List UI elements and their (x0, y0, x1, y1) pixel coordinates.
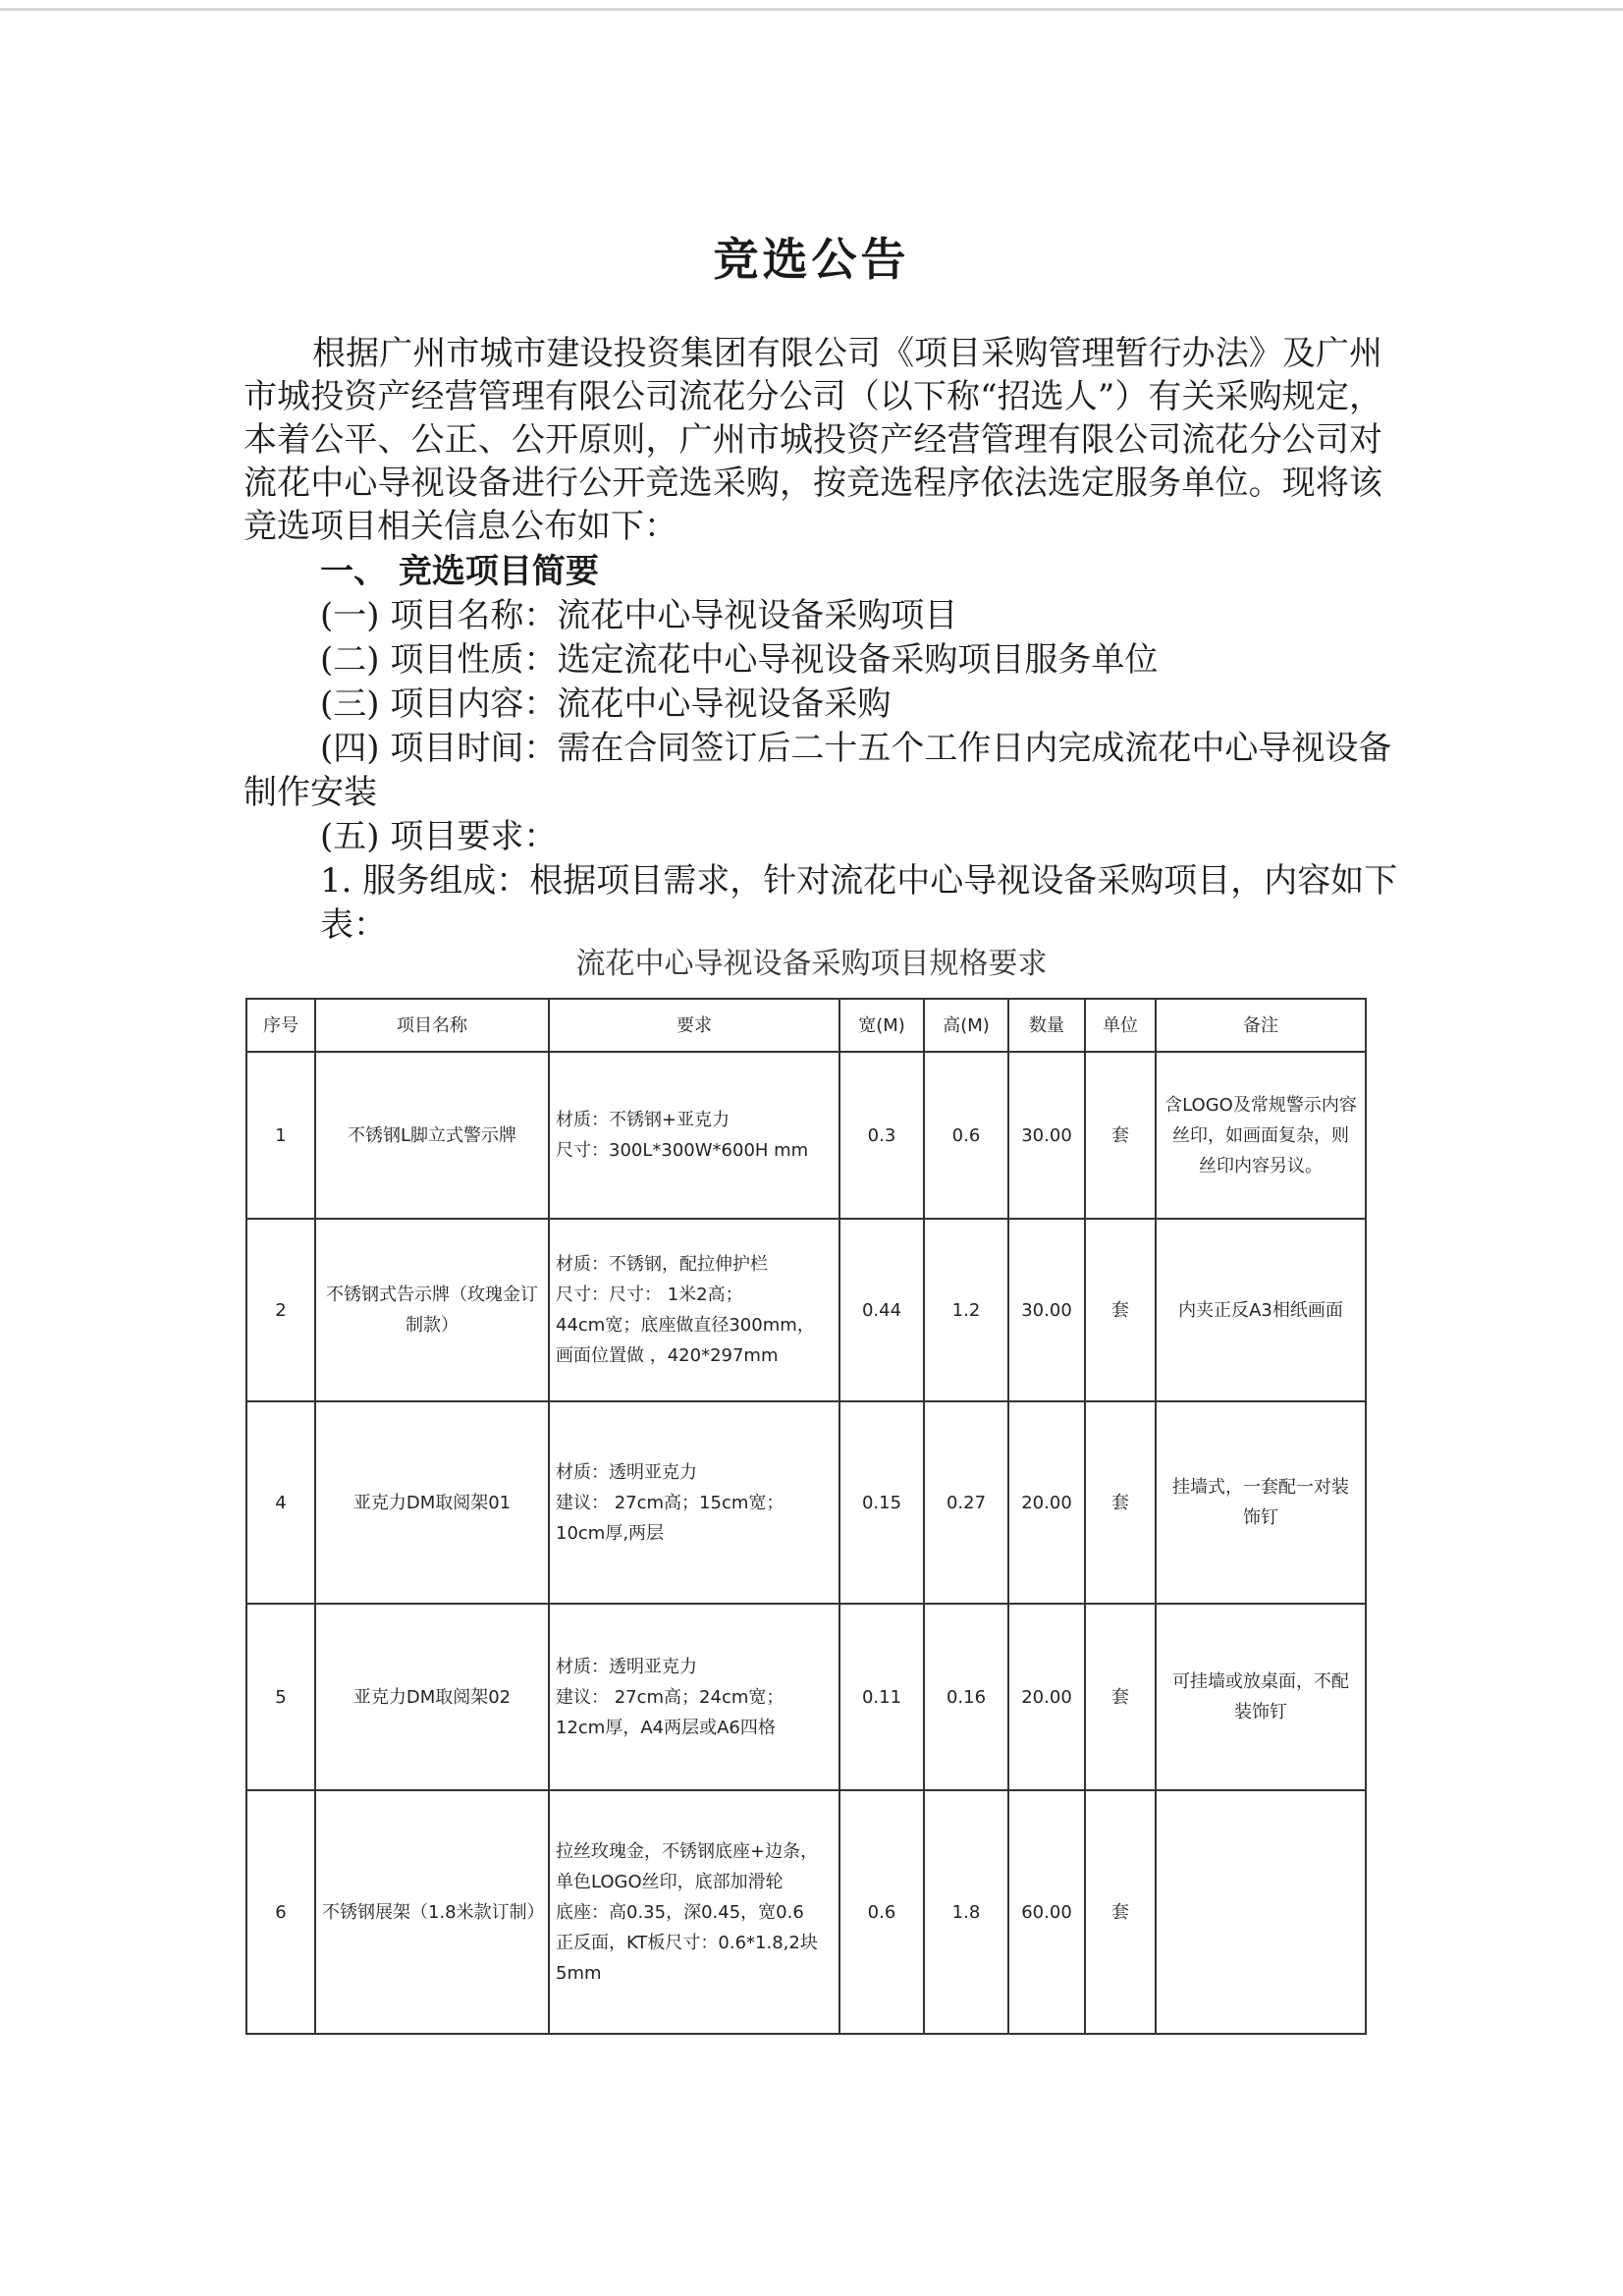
cell-note: 可挂墙或放桌面，不配装饰钉 (1156, 1604, 1366, 1790)
cell-unit: 套 (1085, 1604, 1156, 1790)
col-header-width: 宽(M) (839, 999, 924, 1052)
col-header-note: 备注 (1156, 999, 1366, 1052)
col-header-height: 高(M) (924, 999, 1008, 1052)
table-row (246, 1401, 1366, 1604)
req-line: 拉丝玫瑰金，不锈钢底座+边条， (556, 1840, 819, 1862)
item-project-content: (三) 项目内容：流花中心导视设备采购 (320, 684, 892, 724)
intro-paragraph: 根据广州市城市建设投资集团有限公司《项目采购管理暂行办法》及广州市城投资产经营管理有限公司流花分公司（以下称“招选人”）有关采购规定，本着公平、公正、公开原则，广州市城投资产经营管理有限公司流花分公司对流花中心导视设备进行公开竞选采购，按竞选程序依法选定服务单位。现将该竞选项目相关信息公布如下： (243, 334, 1382, 546)
table-header-row (246, 999, 1366, 1052)
cell-height: 0.27 (924, 1401, 1008, 1604)
cell-name: 亚克力DM取阅架02 (315, 1604, 549, 1790)
req-line: 材质：透明亚克力 (556, 1461, 697, 1483)
table-row (246, 1052, 1366, 1219)
cell-requirement (549, 1604, 839, 1790)
cell-width: 0.11 (839, 1604, 924, 1790)
req-line: 5mm (556, 1962, 602, 1984)
cell-quantity: 30.00 (1008, 1219, 1085, 1401)
cell-quantity: 60.00 (1008, 1790, 1085, 2034)
cell-name: 不锈钢式告示牌（玫瑰金订制款） (315, 1219, 549, 1401)
table-row (246, 1604, 1366, 1790)
cell-width: 0.15 (839, 1401, 924, 1604)
item-service-composition-cont: 表： (320, 905, 387, 945)
cell-height: 1.2 (924, 1219, 1008, 1401)
cell-note: 挂墙式，一套配一对装饰钉 (1156, 1401, 1366, 1604)
table-row (246, 1219, 1366, 1401)
item-project-time-cont: 制作安装 (243, 773, 377, 812)
cell-width: 0.3 (839, 1052, 924, 1219)
cell-width: 0.44 (839, 1219, 924, 1401)
cell-requirement (549, 1790, 839, 2034)
req-line: 44cm宽；底座做直径300mm， (556, 1315, 815, 1336)
req-line: 尺寸：300L*300W*600H mm (556, 1140, 809, 1161)
col-header-no: 序号 (246, 999, 315, 1052)
cell-quantity: 20.00 (1008, 1401, 1085, 1604)
cell-note: 内夹正反A3相纸画面 (1156, 1219, 1366, 1401)
section-heading: 一、 竞选项目简要 (320, 552, 599, 591)
cell-note: 含LOGO及常规警示内容丝印，如画面复杂，则丝印内容另议。 (1156, 1052, 1366, 1219)
cell-unit: 套 (1085, 1219, 1156, 1401)
cell-requirement (549, 1401, 839, 1604)
cell-name: 亚克力DM取阅架01 (315, 1401, 549, 1604)
req-line: 10cm厚,两层 (556, 1522, 665, 1544)
cell-unit: 套 (1085, 1790, 1156, 2034)
req-line: 建议： 27cm高；24cm宽； (556, 1686, 784, 1708)
req-line: 画面位置做 ，420*297mm (556, 1345, 779, 1366)
req-line: 底座：高0.35，深0.45，宽0.6 (556, 1901, 804, 1923)
cell-name: 不锈钢展架（1.8米款订制） (315, 1790, 549, 2034)
cell-no: 4 (246, 1401, 315, 1604)
cell-unit: 套 (1085, 1052, 1156, 1219)
item-project-name: (一) 项目名称：流花中心导视设备采购项目 (320, 596, 958, 635)
req-line: 材质：透明亚克力 (556, 1656, 697, 1677)
cell-no: 1 (246, 1052, 315, 1219)
spec-table (245, 998, 1367, 2035)
req-line: 尺寸：尺寸： 1米2高； (556, 1285, 743, 1305)
cell-no: 2 (246, 1219, 315, 1401)
col-header-requirement: 要求 (549, 999, 839, 1052)
item-project-nature: (二) 项目性质：选定流花中心导视设备采购项目服务单位 (320, 640, 1159, 680)
col-header-name: 项目名称 (315, 999, 549, 1052)
req-line: 材质：不锈钢+亚克力 (556, 1110, 730, 1130)
req-line: 建议： 27cm高；15cm宽； (556, 1492, 784, 1513)
req-line: 材质：不锈钢，配拉伸护栏 (556, 1254, 768, 1275)
cell-height: 0.16 (924, 1604, 1008, 1790)
cell-requirement (549, 1219, 839, 1401)
cell-no: 5 (246, 1604, 315, 1790)
col-header-unit: 单位 (1085, 999, 1156, 1052)
item-project-time: (四) 项目时间：需在合同签订后二十五个工作日内完成流花中心导视设备 (320, 729, 1392, 768)
cell-width: 0.6 (839, 1790, 924, 2034)
cell-requirement (549, 1052, 839, 1219)
req-line: 正反面，KT板尺寸：0.6*1.8,2块 (556, 1932, 818, 1953)
table-caption: 流花中心导视设备采购项目规格要求 (575, 947, 1048, 981)
cell-quantity: 20.00 (1008, 1604, 1085, 1790)
req-line: 12cm厚，A4两层或A6四格 (556, 1717, 776, 1738)
cell-height: 0.6 (924, 1052, 1008, 1219)
cell-no: 6 (246, 1790, 315, 2034)
cell-note (1156, 1790, 1366, 2034)
item-project-requirements: (五) 项目要求： (320, 817, 558, 856)
cell-height: 1.8 (924, 1790, 1008, 2034)
item-service-composition: 1. 服务组成：根据项目需求，针对流花中心导视设备采购项目，内容如下 (320, 861, 1398, 901)
page-top-edge (0, 8, 1623, 11)
cell-name: 不锈钢L脚立式警示牌 (315, 1052, 549, 1219)
page-title: 竞选公告 (713, 233, 910, 286)
req-line: 单色LOGO丝印，底部加滑轮 (556, 1871, 784, 1892)
cell-quantity: 30.00 (1008, 1052, 1085, 1219)
cell-unit: 套 (1085, 1401, 1156, 1604)
col-header-quantity: 数量 (1008, 999, 1085, 1052)
table-row (246, 1790, 1366, 2034)
